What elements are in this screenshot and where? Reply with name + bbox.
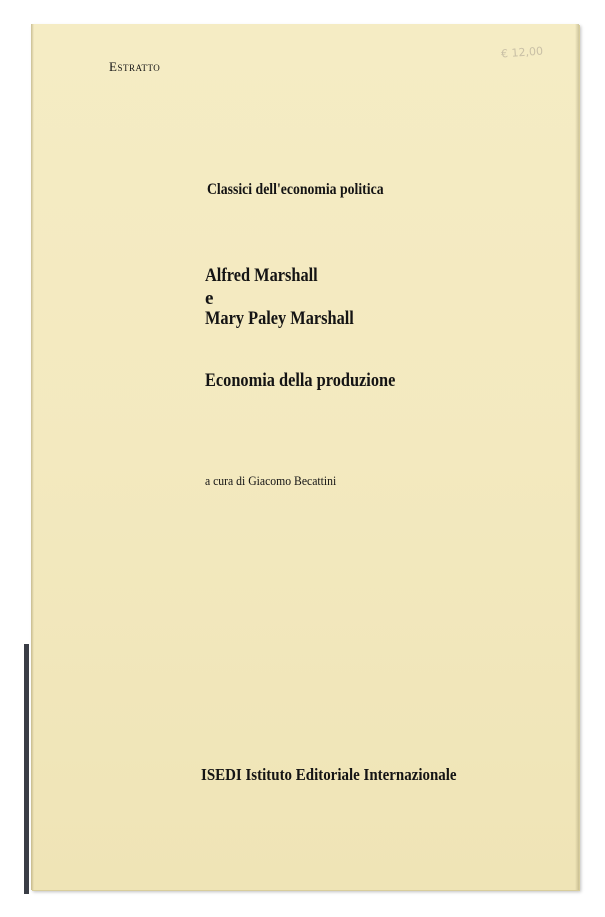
publisher-name: ISEDI Istituto Editoriale Internazionale	[201, 765, 457, 784]
series-title: Classici dell'economia politica	[207, 181, 384, 198]
author-conjunction: e	[205, 288, 214, 309]
author-mary-paley-marshall: Mary Paley Marshall	[205, 308, 354, 329]
pencil-price-note: € 12,00	[500, 44, 544, 61]
estratto-label: Estratto	[109, 59, 161, 74]
book-title: Economia della produzione	[205, 370, 396, 391]
editor-credit: a cura di Giacomo Becattini	[205, 473, 337, 488]
book-cover	[31, 24, 579, 890]
author-alfred-marshall: Alfred Marshall	[205, 265, 318, 286]
spine-binding-mark	[24, 644, 29, 894]
cover-edge-shadow	[575, 24, 579, 890]
cover-spine-shadow	[31, 24, 34, 890]
